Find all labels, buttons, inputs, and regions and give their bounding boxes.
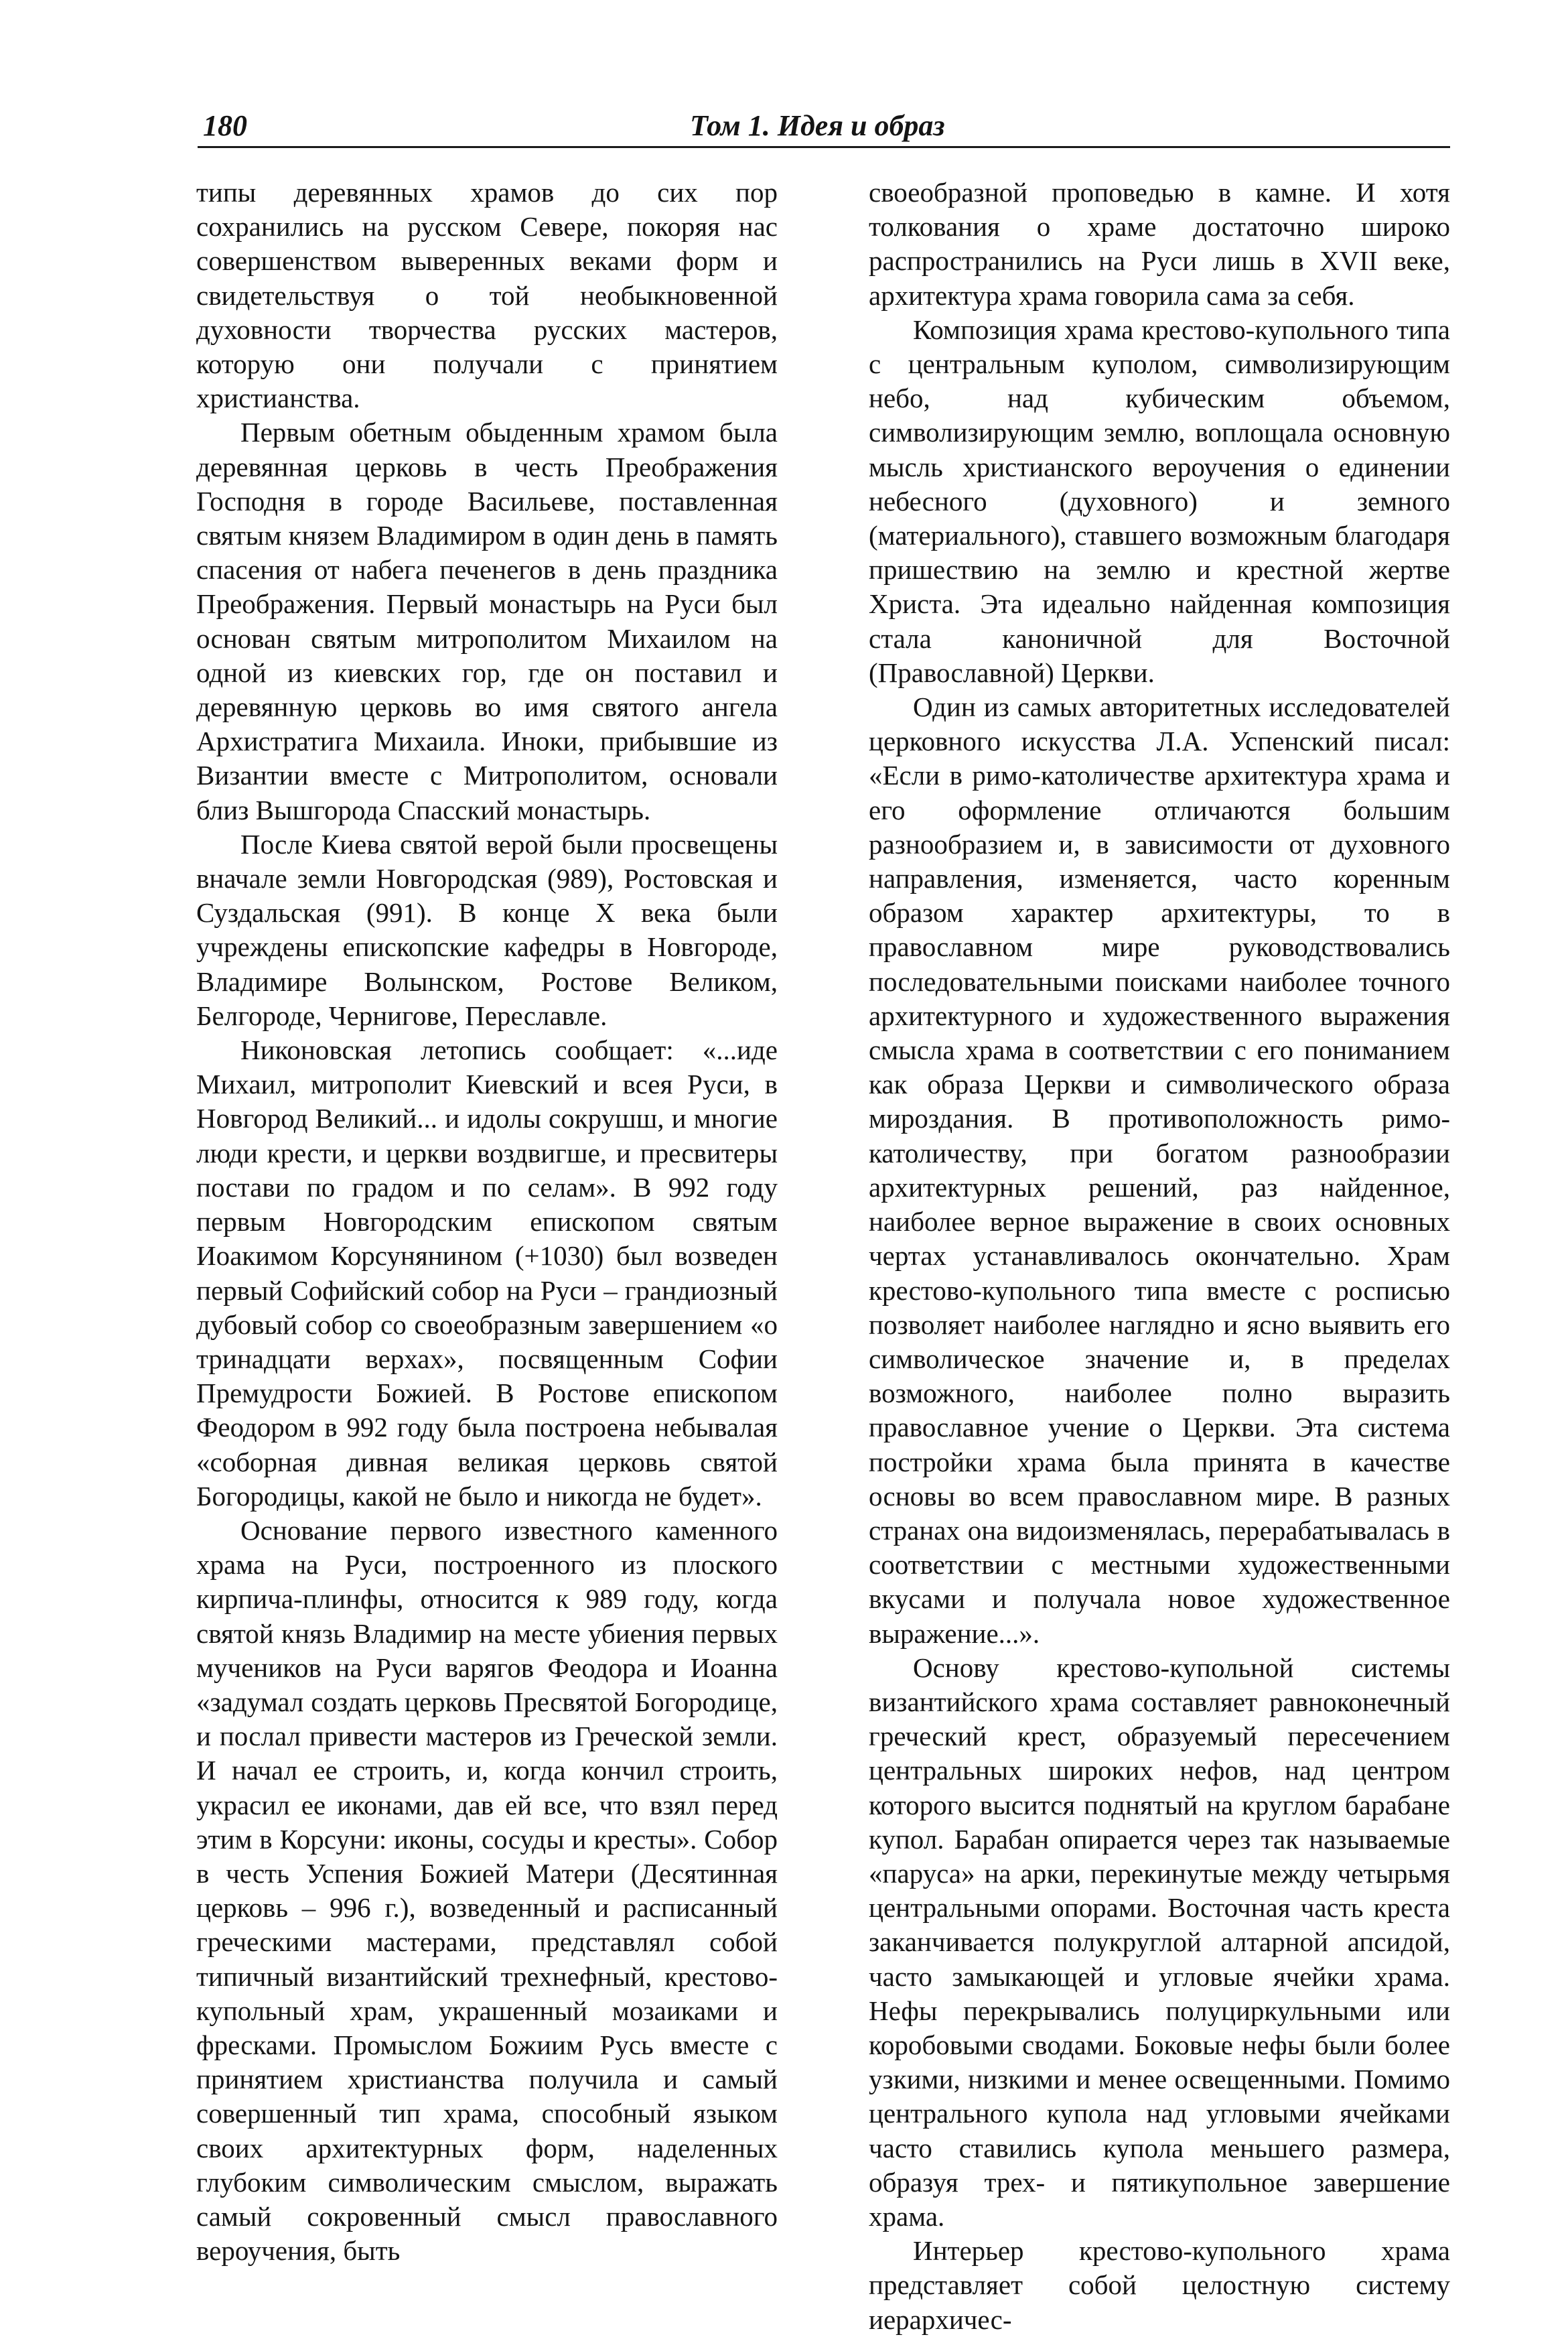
paragraph: Интерьер крестово-купольного храма представляет собой целостную систему иерархичес- — [869, 2235, 1450, 2335]
paragraph: Первым обетным обыденным храмом была деревянная церковь в честь Преображения Господня в городе Васильеве, поставленная святым князем Владимиром в один день в память спасения от набега печенегов в день праздника Преображения. Первый монастырь на Руси был основан святым митрополитом Михаилом на одной из киевских гор, где он поставил и деревянную церковь во имя святого ангела Архистратига Михаила. Иноки, прибывшие из Византии вместе с Митрополитом, основали близ Вышгорода Спасский монастырь. — [196, 417, 778, 825]
paragraph: Основание первого известного каменного храма на Руси, построенного из плоского кирпича-плинфы, относится к 989 году, когда святой князь Владимир на месте убиения первых мучеников на Руси варягов Феодора и Иоанна «задумал создать церковь Пресвятой Богородице, и послал привести мастеров из Греческой земли. И начал ее строить, и, когда кончил строить, украсил ее иконами, дав ей все, что взял перед этим в Корсуни: иконы, сосуды и кресты». Собор в честь Успения Божией Матери (Десятинная церковь – 996 г.), возведенный и расписанный греческими мастерами, представлял собой типичный византийский трехнефный, крестово-купольный храм, украшенный мозаиками и фресками. Промыслом Божиим Русь вместе с принятием христианства получила и самый совершенный тип храма, способный языком своих архитектурных форм, наделенных глубоким символическим смыслом, выражать самый сокровенный смысл православного вероучения, быть — [196, 1514, 778, 2267]
paragraph: Композиция храма крестово-купольного типа с центральным куполом, символизирующим небо, над кубическим объемом, символизирующим землю, воплощала основную мысль христианского вероучения о единении небесного (духовного) и земного (материального), ставшего возможным благодаря пришествию на землю и крестной жертве Христа. Эта идеально найденная композиция стала каноничной для Восточной (Православной) Церкви. — [869, 314, 1450, 688]
paragraph: Никоновская летопись сообщает: «...иде Михаил, митрополит Киевский и всея Руси, в Новгород Великий... и идолы сокрушш, и многие люди крести, и церкви воздвигше, и пресвитеры постави по градом и по селам». В 992 году первым Новгородским епископом святым Иоакимом Корсунянином (+1030) был возведен первый Софийский собор на Руси – грандиозный дубовый собор со своеобразным завершением «о тринадцати верхах», посвященным Софии Премудрости Божией. В Ростове епископом Феодором в 992 году была построена небывалая «соборная дивная великая церковь святой Богородицы, какой не было и никогда не будет». — [196, 1034, 778, 1512]
paragraph: Основу крестово-купольной системы византийского храма составляет равноконечный греческий крест, образуемый пересечением центральных широких нефов, над центром которого высится поднятый на круглом барабане купол. Барабан опирается через так называемые «паруса» на арки, перекинутые между четырьмя центральными опорами. Восточная часть креста заканчивается полукруглой алтарной апсидой, часто замыкающей и угловые ячейки храма. Нефы перекрывались полуциркульными или коробовыми сводами. Боковые нефы были более узкими, низкими и менее освещенными. Помимо центрального купола над угловыми ячейками часто ставились купола меньшего размера, образуя трех- и пятикупольное завершение храма. — [869, 1652, 1450, 2232]
right-column — [869, 176, 1450, 2335]
paragraph: Один из самых авторитетных исследователей церковного искусства Л.А. Успенский писал: «Если в римо-католичестве архитектура храма и его оформление отличаются большим разнообразием и, в зависимости от духовного направления, изменяется, часто коренным образом характер архитектуры, то в православном мире руководствовались последовательными поисками наиболее точного архитектурного и художественного выражения смысла храма в соответствии с его пониманием как образа Церкви и символического образа мироздания. В противоположность римо-католичеству, при богатом разнообразии архитектурных решений, раз найденное, наиболее верное выражение в своих основных чертах устанавливалось окончательно. Храм крестово-купольного типа вместе с росписью позволяет наиболее наглядно и ясно выявить его символическое значение и, в пределах возможного, наиболее полно выразить православное учение о Церкви. Эта система постройки храма была принята в качестве основы во всем православном мире. В разных странах она видоизменялась, перерабатывалась в соответствии с местными художественными вкусами и получала новое художественное выражение...». — [869, 691, 1450, 1649]
page-header — [198, 107, 1450, 148]
left-column — [196, 176, 778, 2267]
paragraph: своеобразной проповедью в камне. И хотя толкования о храме достаточно широко распространились на Руси лишь в XVII веке, архитектура храма говорила сама за себя. — [869, 177, 1450, 311]
running-head: Том 1. Идея и образ — [690, 109, 945, 142]
page-number: 180 — [203, 109, 247, 142]
paragraph: типы деревянных храмов до сих пор сохранились на русском Севере, покоряя нас совершенством выверенных веками форм и свидетельствуя о той необыкновенной духовности творчества русских мастеров, которую они получали с принятием христианства. — [196, 177, 778, 414]
paragraph: После Киева святой верой были просвещены вначале земли Новгородская (989), Ростовская и Суздальская (991). В конце X века были учреждены епископские кафедры в Новгороде, Владимире Волынском, Ростове Великом, Белгороде, Чернигове, Переславле. — [196, 828, 778, 1031]
